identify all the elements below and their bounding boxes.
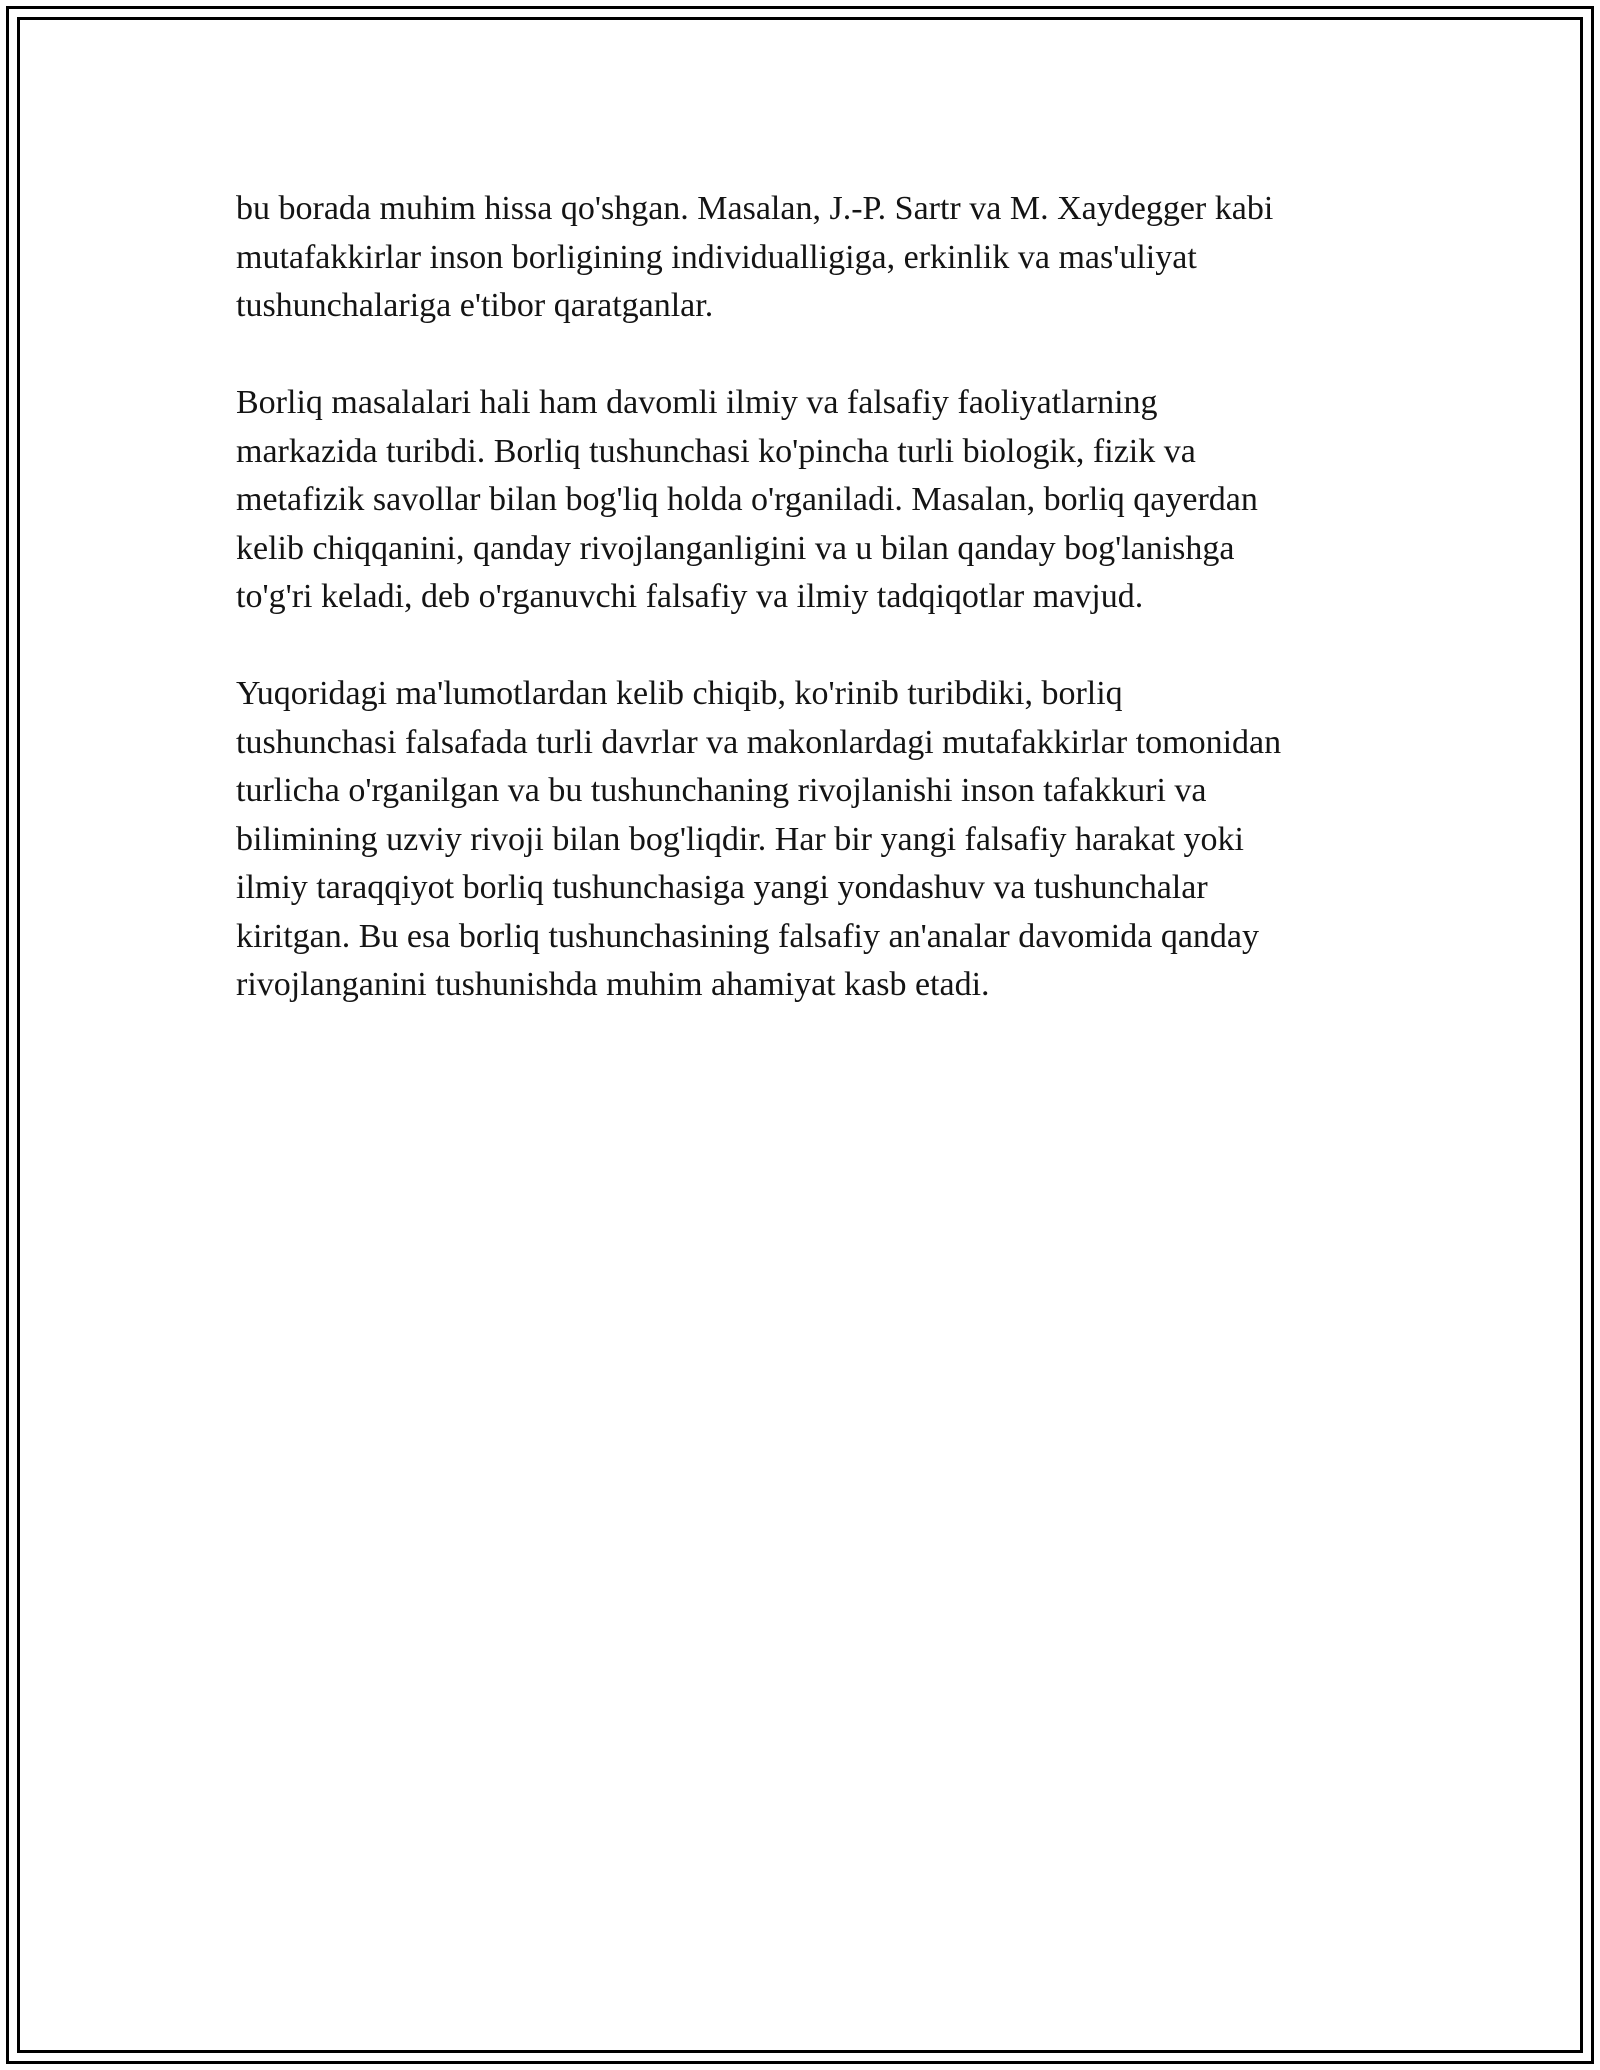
line: rivojlanganini tushunishda muhim ahamiyat kasb etadi.	[236, 966, 990, 1003]
line: to'g'ri keladi, deb o'rganuvchi falsafiy va ilmiy tadqiqotlar mavjud.	[236, 578, 1144, 615]
paragraph-1	[236, 185, 1386, 331]
line: bu borada muhim hissa qo'shgan. Masalan, J.-P. Sartr va M. Xaydegger kabi	[236, 190, 1274, 227]
line: metafizik savollar bilan bog'liq holda o'rganiladi. Masalan, borliq qayerdan	[236, 481, 1258, 518]
paragraph-2	[236, 379, 1386, 622]
paragraph-3	[236, 670, 1386, 1010]
line: turlicha o'rganilgan va bu tushunchaning rivojlanishi inson tafakkuri va	[236, 772, 1207, 809]
line: tushunchalariga e'tibor qaratganlar.	[236, 287, 714, 324]
line: bilimining uzviy rivoji bilan bog'liqdir. Har bir yangi falsafiy harakat yoki	[236, 820, 1244, 858]
line: markazida turibdi. Borliq tushunchasi ko'pincha turli biologik, fizik va	[236, 432, 1196, 470]
line: kelib chiqqanini, qanday rivojlanganligini va u bilan qanday bog'lanishga	[236, 529, 1235, 567]
line: ilmiy taraqqiyot borliq tushunchasiga yangi yondashuv va tushunchalar	[236, 869, 1208, 906]
document-body	[236, 185, 1386, 1058]
line: mutafakkirlar inson borligining individualligiga, erkinlik va mas'uliyat	[236, 238, 1197, 276]
line: Borliq masalalari hali ham davomli ilmiy va falsafiy faoliyatlarning	[236, 384, 1158, 421]
line: kiritgan. Bu esa borliq tushunchasining falsafiy an'analar davomida qanday	[236, 917, 1260, 955]
line: Yuqoridagi ma'lumotlardan kelib chiqib, ko'rinib turibdiki, borliq	[236, 675, 1123, 712]
line: tushunchasi falsafada turli davrlar va makonlardagi mutafakkirlar tomonidan	[236, 723, 1282, 761]
